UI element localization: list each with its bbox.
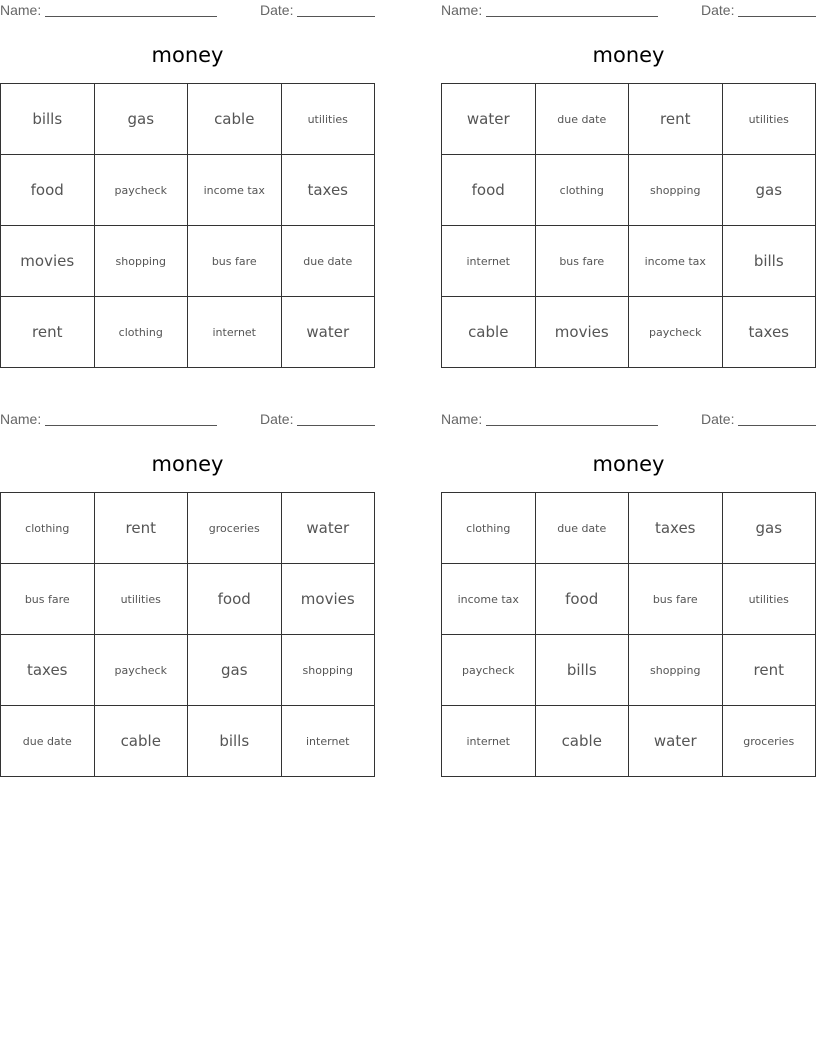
grid-cell: rent bbox=[94, 493, 188, 564]
grid-row bbox=[1, 493, 375, 564]
grid-cell: due date bbox=[1, 706, 95, 777]
grid-row bbox=[442, 564, 816, 635]
card-title: money bbox=[151, 452, 224, 476]
grid-cell: clothing bbox=[442, 493, 536, 564]
grid-cell: water bbox=[281, 493, 375, 564]
bingo-card bbox=[0, 409, 375, 750]
grid-cell: food bbox=[1, 155, 95, 226]
grid-cell: due date bbox=[281, 226, 375, 297]
card-header bbox=[441, 409, 816, 431]
date-label: Date: bbox=[701, 411, 735, 427]
grid-cell: internet bbox=[442, 226, 536, 297]
grid-cell: income tax bbox=[442, 564, 536, 635]
grid-cell: gas bbox=[722, 493, 816, 564]
card-title: money bbox=[592, 452, 665, 476]
grid-cell: bus fare bbox=[188, 226, 282, 297]
grid-cell: rent bbox=[1, 297, 95, 368]
name-blank-line bbox=[45, 425, 217, 426]
grid-cell: food bbox=[188, 564, 282, 635]
date-label: Date: bbox=[260, 411, 294, 427]
grid-cell: groceries bbox=[188, 493, 282, 564]
grid-cell: due date bbox=[535, 84, 629, 155]
grid-cell: taxes bbox=[1, 635, 95, 706]
grid-cell: paycheck bbox=[629, 297, 723, 368]
grid-cell: rent bbox=[722, 635, 816, 706]
grid-cell: gas bbox=[94, 84, 188, 155]
grid-cell: cable bbox=[535, 706, 629, 777]
bingo-card bbox=[0, 0, 375, 341]
grid-cell: shopping bbox=[629, 635, 723, 706]
grid-cell: internet bbox=[442, 706, 536, 777]
grid-cell: rent bbox=[629, 84, 723, 155]
grid-row bbox=[442, 84, 816, 155]
grid-cell: movies bbox=[535, 297, 629, 368]
date-blank-line bbox=[297, 425, 375, 426]
card-header bbox=[0, 409, 375, 431]
grid-cell: utilities bbox=[94, 564, 188, 635]
grid-cell: movies bbox=[281, 564, 375, 635]
grid-cell: bills bbox=[535, 635, 629, 706]
grid-cell: bills bbox=[1, 84, 95, 155]
grid-row bbox=[442, 493, 816, 564]
date-blank-line bbox=[297, 16, 375, 17]
grid-cell: bus fare bbox=[1, 564, 95, 635]
grid-row bbox=[1, 297, 375, 368]
grid-row bbox=[1, 226, 375, 297]
grid-cell: water bbox=[629, 706, 723, 777]
grid-row bbox=[442, 297, 816, 368]
grid-row bbox=[442, 635, 816, 706]
grid-row bbox=[1, 564, 375, 635]
bingo-card bbox=[441, 0, 816, 341]
grid-cell: water bbox=[442, 84, 536, 155]
grid-cell: paycheck bbox=[94, 635, 188, 706]
grid-row bbox=[442, 226, 816, 297]
grid-cell: due date bbox=[535, 493, 629, 564]
name-blank-line bbox=[486, 16, 658, 17]
date-label: Date: bbox=[701, 2, 735, 18]
grid-cell: internet bbox=[281, 706, 375, 777]
grid-cell: food bbox=[535, 564, 629, 635]
date-blank-line bbox=[738, 425, 816, 426]
grid-cell: utilities bbox=[722, 564, 816, 635]
grid-cell: paycheck bbox=[94, 155, 188, 226]
card-title: money bbox=[151, 43, 224, 67]
grid-cell: cable bbox=[442, 297, 536, 368]
grid-row bbox=[1, 706, 375, 777]
grid-cell: bills bbox=[188, 706, 282, 777]
grid-cell: utilities bbox=[722, 84, 816, 155]
bingo-grid bbox=[0, 83, 375, 368]
grid-cell: utilities bbox=[281, 84, 375, 155]
grid-cell: cable bbox=[188, 84, 282, 155]
grid-cell: bills bbox=[722, 226, 816, 297]
name-label: Name: bbox=[0, 411, 42, 427]
grid-cell: income tax bbox=[188, 155, 282, 226]
grid-cell: internet bbox=[188, 297, 282, 368]
card-header bbox=[0, 0, 375, 22]
grid-cell: shopping bbox=[94, 226, 188, 297]
grid-cell: food bbox=[442, 155, 536, 226]
card-header bbox=[441, 0, 816, 22]
grid-row bbox=[1, 155, 375, 226]
grid-cell: shopping bbox=[629, 155, 723, 226]
name-label: Name: bbox=[441, 411, 483, 427]
grid-row bbox=[1, 84, 375, 155]
name-label: Name: bbox=[441, 2, 483, 18]
bingo-card bbox=[441, 409, 816, 750]
grid-row bbox=[442, 155, 816, 226]
name-blank-line bbox=[486, 425, 658, 426]
date-blank-line bbox=[738, 16, 816, 17]
grid-row bbox=[1, 635, 375, 706]
bingo-grid bbox=[0, 492, 375, 777]
grid-cell: gas bbox=[188, 635, 282, 706]
card-title: money bbox=[592, 43, 665, 67]
grid-cell: bus fare bbox=[535, 226, 629, 297]
grid-cell: clothing bbox=[1, 493, 95, 564]
grid-cell: shopping bbox=[281, 635, 375, 706]
grid-cell: clothing bbox=[535, 155, 629, 226]
grid-cell: groceries bbox=[722, 706, 816, 777]
grid-cell: taxes bbox=[722, 297, 816, 368]
bingo-grid bbox=[441, 492, 816, 777]
grid-cell: clothing bbox=[94, 297, 188, 368]
date-label: Date: bbox=[260, 2, 294, 18]
grid-row bbox=[442, 706, 816, 777]
name-label: Name: bbox=[0, 2, 42, 18]
grid-cell: taxes bbox=[629, 493, 723, 564]
grid-cell: water bbox=[281, 297, 375, 368]
grid-cell: gas bbox=[722, 155, 816, 226]
bingo-grid bbox=[441, 83, 816, 368]
grid-cell: cable bbox=[94, 706, 188, 777]
grid-cell: bus fare bbox=[629, 564, 723, 635]
grid-cell: movies bbox=[1, 226, 95, 297]
grid-cell: paycheck bbox=[442, 635, 536, 706]
grid-cell: income tax bbox=[629, 226, 723, 297]
grid-cell: taxes bbox=[281, 155, 375, 226]
name-blank-line bbox=[45, 16, 217, 17]
